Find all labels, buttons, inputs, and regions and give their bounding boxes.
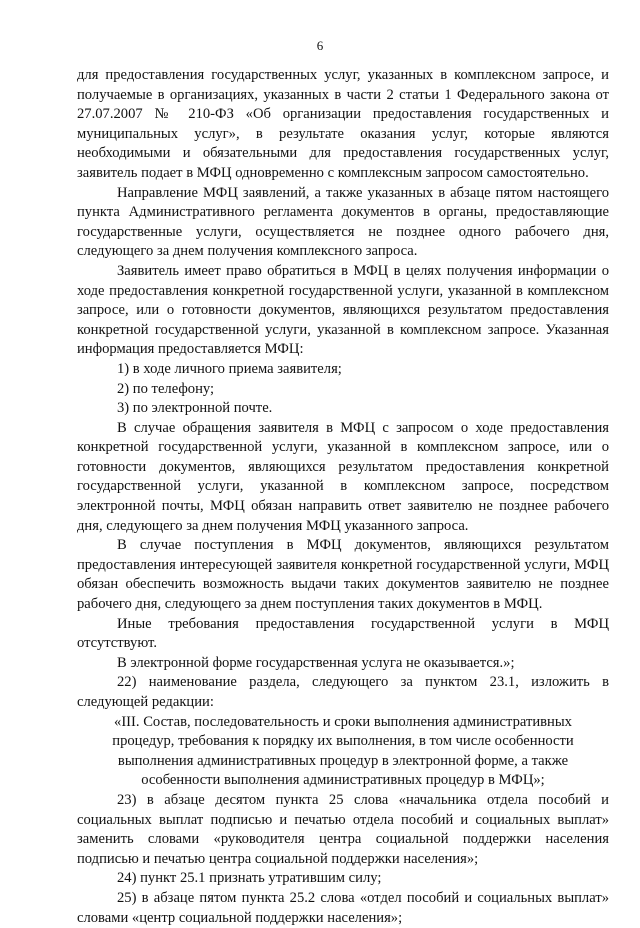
paragraph-email-request: В случае обращения заявителя в МФЦ с запросом о ходе предоставления конкретной государственной услуги, указанной в комплексном запросе, или о готовности документов, являющихся результатом предоставления конкретной государственной услуги, указанной в комплексном запросе, посредством электронной почты, МФЦ обязан направить ответ заявителю не позднее рабочего дня, следующего за днем получения МФЦ указанного запроса. xyxy=(77,419,609,534)
paragraph-applicant-right: Заявитель имеет право обратиться в МФЦ в целях получения информации о ходе предоставления конкретной государственной услуги, указанной в комплексном запросе, или о готовности документов, являющихся результатом предоставления конкретной государственной услуги, указанной в комплексном запросе. Указанная информация предоставляется МФЦ: xyxy=(77,262,609,358)
paragraph-item-24: 24) пункт 25.1 признать утратившим силу; xyxy=(117,870,382,887)
list-item-personal: 1) в ходе личного приема заявителя; xyxy=(117,360,342,377)
paragraph-other-requirements: Иные требования предоставления государственной услуги в МФЦ отсутствуют. xyxy=(77,615,609,652)
paragraph-mfc-submission: Направление МФЦ заявлений, а также указанных в абзаце пятом настоящего пункта Административного регламента документов в органы, предоставляющие государственные услуги, осуществляется не позднее одного рабочего дня, следующего за днем получения комплексного запроса. xyxy=(77,184,609,260)
list-item-email: 3) по электронной почте. xyxy=(117,400,273,417)
page-number: 6 xyxy=(316,38,324,53)
paragraph-item-25: 25) в абзаце пятом пункта 25.2 слова «отдел пособий и социальных выплат» словами «центр социальной поддержки населения»; xyxy=(77,889,609,926)
paragraph-electronic-form: В электронной форме государственная услуга не оказывается.»; xyxy=(117,654,515,671)
section-title-quote: «III. Состав, последовательность и сроки выполнения административных процедур, требования к порядку их выполнения, в том числе особенности выполнения административных процедур в электронной форме, а также особенности выполнения административных процедур в МФЦ»; xyxy=(112,713,574,789)
list-item-phone: 2) по телефону; xyxy=(117,380,215,397)
paragraph-documents-received: В случае поступления в МФЦ документов, являющихся результатом предоставления интересующей заявителя конкретной государственной услуги, МФЦ обязан обеспечить возможность выдачи таких документов заявителю не позднее рабочего дня, следующего за днем поступления таких документов в МФЦ. xyxy=(77,537,609,613)
paragraph-continuation: для предоставления государственных услуг, указанных в комплексном запросе, и получаемые в организациях, указанных в части 2 статьи 1 Федерального закона от 27.07.2007 № 210-ФЗ «Об организации предоставления государственных и муниципальных услуг», в результате оказания услуг, которые являются необходимыми и обязательными для предоставления государственных услуг, заявитель подает в МФЦ одновременно с комплексным запросом самостоятельно. xyxy=(77,67,609,181)
paragraph-item-23: 23) в абзаце десятом пункта 25 слова «начальника отдела пособий и социальных выплат подписью и печатью отдела пособий и социальных выплат» заменить словами «руководителя центра социальной поддержки населения подписью и печатью центра социальной поддержки населения»; xyxy=(77,791,609,867)
document-body xyxy=(77,66,609,928)
paragraph-item-22: 22) наименование раздела, следующего за пунктом 23.1, изложить в следующей редакции: xyxy=(77,674,609,710)
